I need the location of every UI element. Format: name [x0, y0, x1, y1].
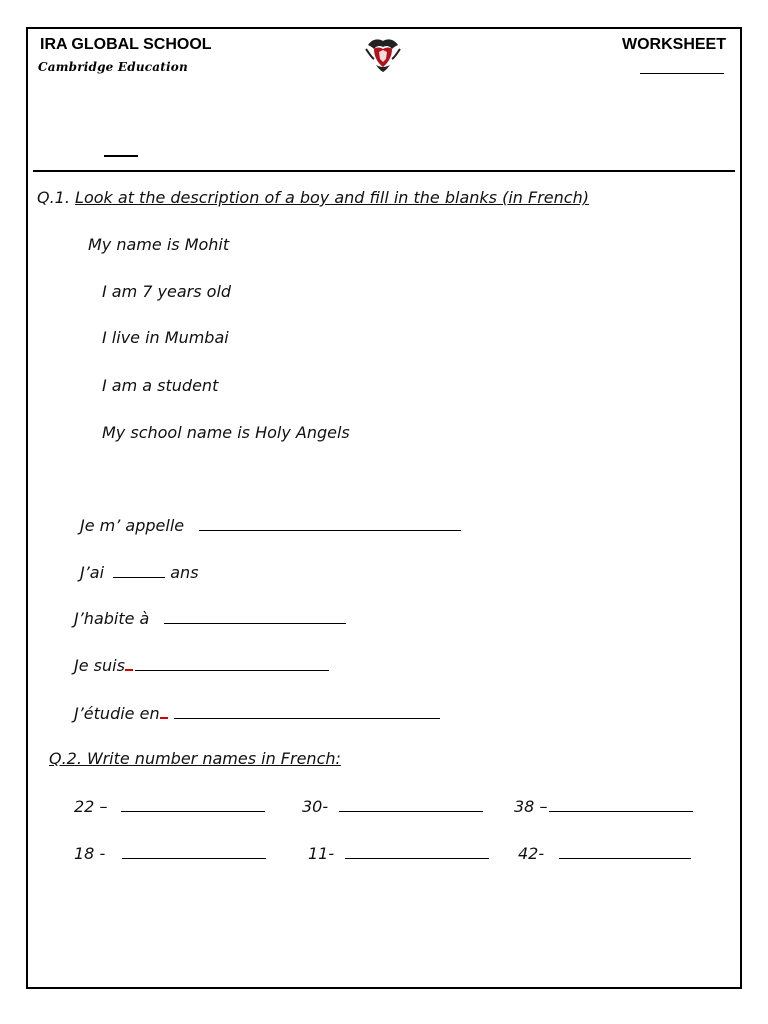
- answer-blank[interactable]: [121, 810, 265, 812]
- school-crest-logo: [364, 37, 402, 73]
- question-1-instruction: Look at the description of a boy and fill in the blanks (in French): [75, 188, 589, 207]
- fill-item-name: [80, 516, 461, 535]
- number-item-label: 22 –: [74, 797, 108, 816]
- question-2-title: Q.2. Write number names in French:: [49, 749, 341, 768]
- number-item: [74, 797, 265, 816]
- answer-blank[interactable]: [135, 669, 329, 671]
- fill-item-city: [74, 609, 346, 628]
- number-item-label: 30-: [302, 797, 329, 816]
- answer-blank[interactable]: [339, 810, 483, 812]
- school-name: IRA GLOBAL SCHOOL: [40, 36, 212, 53]
- description-line-1: My name is Mohit: [88, 235, 230, 254]
- fill-item-city-prompt: J’habite à: [74, 609, 150, 628]
- worksheet-page: [26, 27, 742, 989]
- red-mark: [160, 717, 168, 719]
- fill-item-age: [80, 563, 199, 582]
- question-1: [37, 188, 589, 207]
- fill-item-profession: [74, 656, 329, 675]
- answer-blank[interactable]: [549, 810, 693, 812]
- fill-item-study: [74, 704, 440, 723]
- number-item: [74, 844, 266, 863]
- worksheet-label: WORKSHEET: [622, 36, 726, 53]
- description-line-5: My school name is Holy Angels: [102, 423, 350, 442]
- number-item: [308, 844, 489, 863]
- answer-blank[interactable]: [122, 857, 266, 859]
- number-item-label: 38 –: [514, 797, 548, 816]
- red-mark: [125, 669, 133, 671]
- description-line-3: I live in Mumbai: [102, 328, 229, 347]
- number-item: [518, 844, 691, 863]
- number-item: [302, 797, 483, 816]
- question-1-number: Q.1.: [37, 188, 70, 207]
- answer-blank[interactable]: [164, 622, 346, 624]
- number-item-label: 42-: [518, 844, 545, 863]
- worksheet-date-blank: [640, 73, 724, 74]
- fill-item-age-prompt: J’ai: [80, 563, 105, 582]
- fill-item-profession-prompt: Je suis: [74, 656, 125, 675]
- name-blank-line: [104, 155, 138, 157]
- answer-blank[interactable]: [559, 857, 691, 859]
- description-line-2: I am 7 years old: [102, 282, 232, 301]
- header-divider: [33, 170, 735, 172]
- school-subtitle: Cambridge Education: [38, 60, 188, 74]
- answer-blank[interactable]: [174, 717, 440, 719]
- answer-blank[interactable]: [345, 857, 489, 859]
- fill-item-name-prompt: Je m’ appelle: [80, 516, 185, 535]
- fill-item-age-suffix: ans: [170, 563, 199, 582]
- answer-blank[interactable]: [113, 576, 165, 578]
- fill-item-study-prompt: J’étudie en: [74, 704, 160, 723]
- number-item-label: 11-: [308, 844, 335, 863]
- answer-blank[interactable]: [199, 529, 461, 531]
- number-item-label: 18 -: [74, 844, 106, 863]
- description-line-4: I am a student: [102, 376, 219, 395]
- number-item: [514, 797, 693, 816]
